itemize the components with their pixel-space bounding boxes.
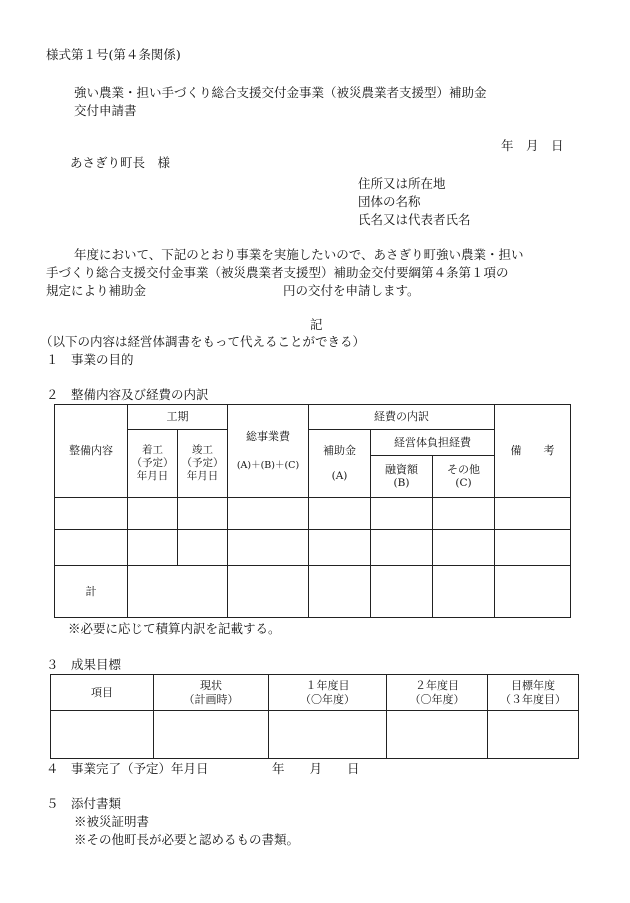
cell[interactable] [128,530,178,566]
header-end [178,430,228,498]
header-other [433,456,495,498]
completion-date: 年 月 日 [272,761,360,776]
header-start-line2: （予定） [131,456,174,469]
table-row [55,498,571,530]
cell[interactable] [228,566,309,618]
section4-heading: ４ 事業完了（予定）年月日 [46,761,209,776]
goal-table [50,674,579,759]
applicant-address-label: 住所又は所在地 [358,176,446,191]
table-total-row [55,566,571,618]
body-text-line3-a: 規定により補助金 [46,283,147,298]
goal-header-year2 [387,675,488,711]
cell[interactable] [495,498,571,530]
header-end-line3: 年月日 [186,470,219,483]
attachment-2: ※その他町長が必要と認めるもの書類。 [74,832,300,847]
header-start-line3: 年月日 [136,470,169,483]
cell[interactable] [488,711,579,759]
header-end-line2: （予定） [181,456,224,469]
addressee: あさぎり町長 様 [70,155,171,170]
goal-header-target [488,675,579,711]
goal-header-current [154,675,269,711]
note-top: （以下の内容は経営体調書をもって代えることができる） [40,334,366,349]
cell[interactable] [433,566,495,618]
body-text-line1: 年度において、下記のとおり事業を実施したいので、あさぎり町強い農業・担い [74,247,524,262]
goal-header-current-line1: 現状 [200,678,222,692]
cell[interactable] [495,566,571,618]
header-remarks: 備 考 [495,405,571,498]
cell[interactable] [128,498,178,530]
cell[interactable] [309,498,371,530]
cell[interactable] [228,530,309,566]
cell[interactable] [51,711,154,759]
header-total [228,405,309,498]
applicant-org-label: 団体の名称 [358,194,421,209]
table-row [55,530,571,566]
goal-header-year2-line1: ２年度目 [415,678,459,692]
section5-heading: ５ 添付書類 [46,796,122,811]
header-start-line1: 着工 [142,443,163,456]
cell[interactable] [178,498,228,530]
cell[interactable] [371,530,433,566]
cell[interactable] [371,566,433,618]
total-row-label: 計 [55,566,128,618]
section3-heading: ３ 成果目標 [46,657,122,672]
cell[interactable] [55,530,128,566]
header-subsidy [309,430,371,498]
header-other-label: その他 [447,463,481,477]
goal-header-year1 [269,675,387,711]
cell[interactable] [387,711,488,759]
cell[interactable] [309,566,371,618]
goal-header-year2-line2: （〇年度） [409,692,465,706]
header-loan [371,456,433,498]
header-total-label: 総事業費 [246,430,290,444]
form-title-line2: 交付申請書 [74,103,137,118]
goal-header-item: 項目 [51,675,154,711]
header-end-line1: 竣工 [192,443,213,456]
header-subsidy-label: 補助金 [323,444,356,458]
section1-heading: １ 事業の目的 [46,352,134,367]
cell[interactable] [55,498,128,530]
table-row [51,711,579,759]
header-start [128,430,178,498]
cell[interactable] [309,530,371,566]
header-subsidy-code: (A) [331,469,348,482]
cell[interactable] [178,530,228,566]
header-loan-code: (B) [393,476,410,489]
cell[interactable] [154,711,269,759]
goal-header-target-line2: （３年度目） [500,692,566,706]
expense-table [54,404,571,618]
cell[interactable] [128,566,228,618]
goal-header-current-line2: （計画時） [183,692,239,706]
body-text-line3-b: 円の交付を申請します。 [283,283,420,298]
header-breakdown: 経費の内訳 [309,405,495,430]
header-item: 整備内容 [55,405,128,498]
note-mid: ※必要に応じて積算内訳を記載する。 [68,621,281,636]
cell[interactable] [371,498,433,530]
date-line: 年 月 日 [501,138,564,153]
section2-heading: ２ 整備内容及び経費の内訳 [46,387,209,402]
cell[interactable] [433,530,495,566]
header-loan-label: 融資額 [385,463,418,477]
cell[interactable] [495,530,571,566]
header-other-code: (C) [455,476,472,489]
goal-header-year1-line1: １年度目 [305,678,350,692]
form-title-line1: 強い農業・担い手づくり総合支援交付金事業（被災農業者支援型）補助金 [74,85,487,100]
header-total-formula: (A)＋(B)＋(C) [236,459,300,471]
cell[interactable] [269,711,387,759]
applicant-name-label: 氏名又は代表者氏名 [358,212,471,227]
attachment-1: ※被災証明書 [74,814,150,829]
form-number: 様式第１号(第４条関係) [46,47,181,62]
cell[interactable] [433,498,495,530]
goal-header-target-line1: 目標年度 [511,678,555,692]
goal-header-year1-line2: （〇年度） [300,692,355,706]
header-period: 工期 [128,405,228,430]
cell[interactable] [228,498,309,530]
ki-heading: 記 [310,317,323,332]
header-burden: 経営体負担経費 [371,430,495,456]
body-text-line2: 手づくり総合支援交付金事業（被災農業者支援型）補助金交付要綱第４条第１項の [46,265,509,280]
